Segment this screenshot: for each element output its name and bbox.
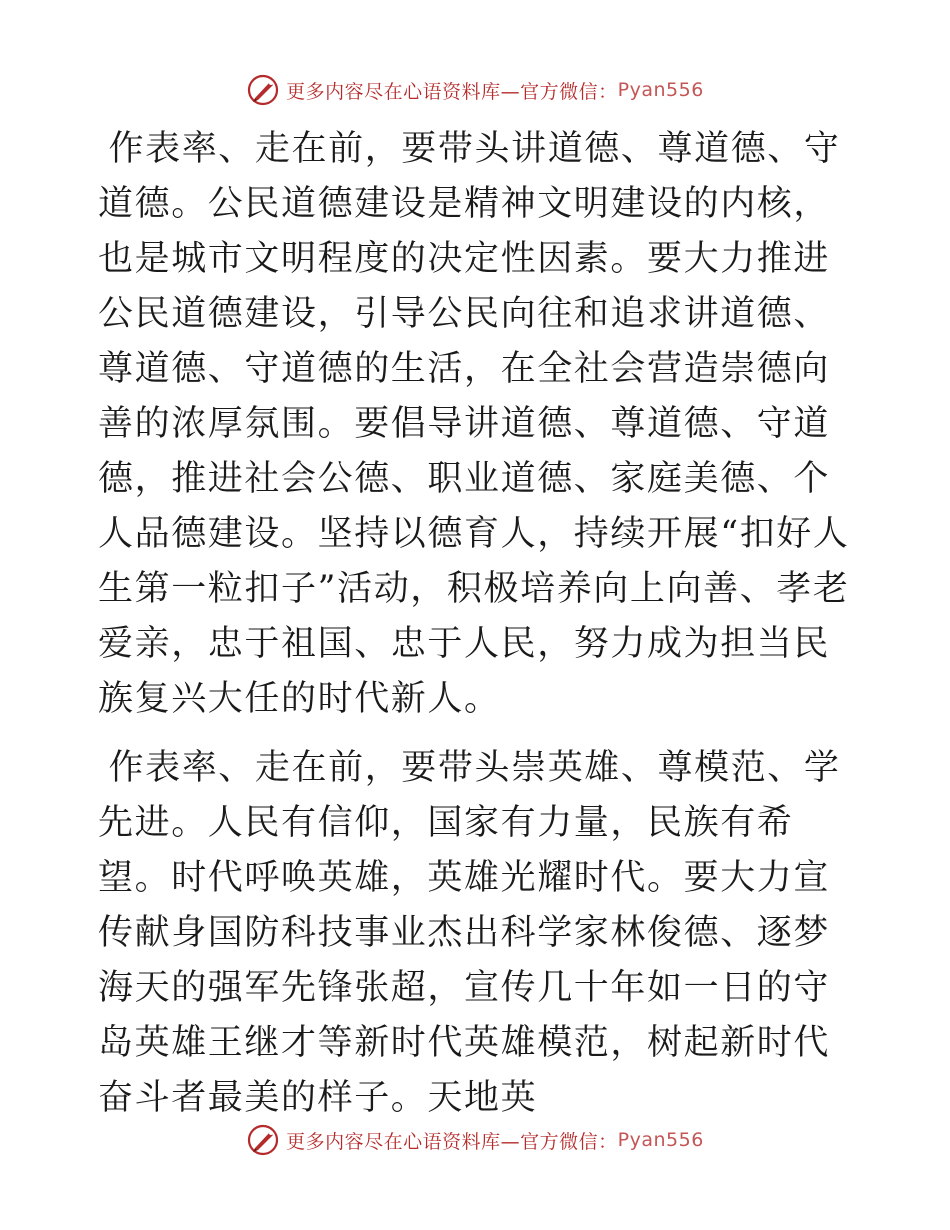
pen-logo-icon	[246, 1123, 280, 1157]
pen-logo-icon	[246, 73, 280, 107]
paragraph-1: 作表率、走在前，要带头讲道德、尊道德、守道德。公民道德建设是精神文明建设的内核，也是城市文明程度的决定性因素。要大力推进公民道德建设，引导公民向往和追求讲道德、尊道德、守道德的生活，在全社会营造崇德向善的浓厚氛围。要倡导讲道德、尊道德、守道德，推进社会公德、职业道德、家庭美德、个人品德建设。坚持以德育人，持续开展“扣好人生第一粒扣子”活动，积极培养向上向善、孝老爱亲，忠于祖国、忠于人民，努力成为担当民族复兴大任的时代新人。	[98, 129, 850, 719]
header-watermark	[0, 70, 950, 110]
watermark-text: 更多内容尽在心语资料库—官方微信：	[286, 80, 618, 103]
watermark-text: 更多内容尽在心语资料库—官方微信：	[286, 1130, 618, 1153]
watermark-wechat-id: Pyan556	[617, 79, 704, 101]
paragraph-2: 作表率、走在前，要带头崇英雄、尊模范、学先进。人民有信仰，国家有力量，民族有希望。时代呼唤英雄，英雄光耀时代。要大力宣传献身国防科技事业杰出科学家林俊德、逐梦海天的强军先锋张超，宣传几十年如一日的守岛英雄王继才等新时代英雄模范，树起新时代奋斗者最美的样子。天地英	[98, 748, 841, 1118]
document-body	[98, 122, 858, 1126]
footer-watermark	[0, 1120, 950, 1160]
watermark-wechat-id: Pyan556	[617, 1129, 704, 1151]
